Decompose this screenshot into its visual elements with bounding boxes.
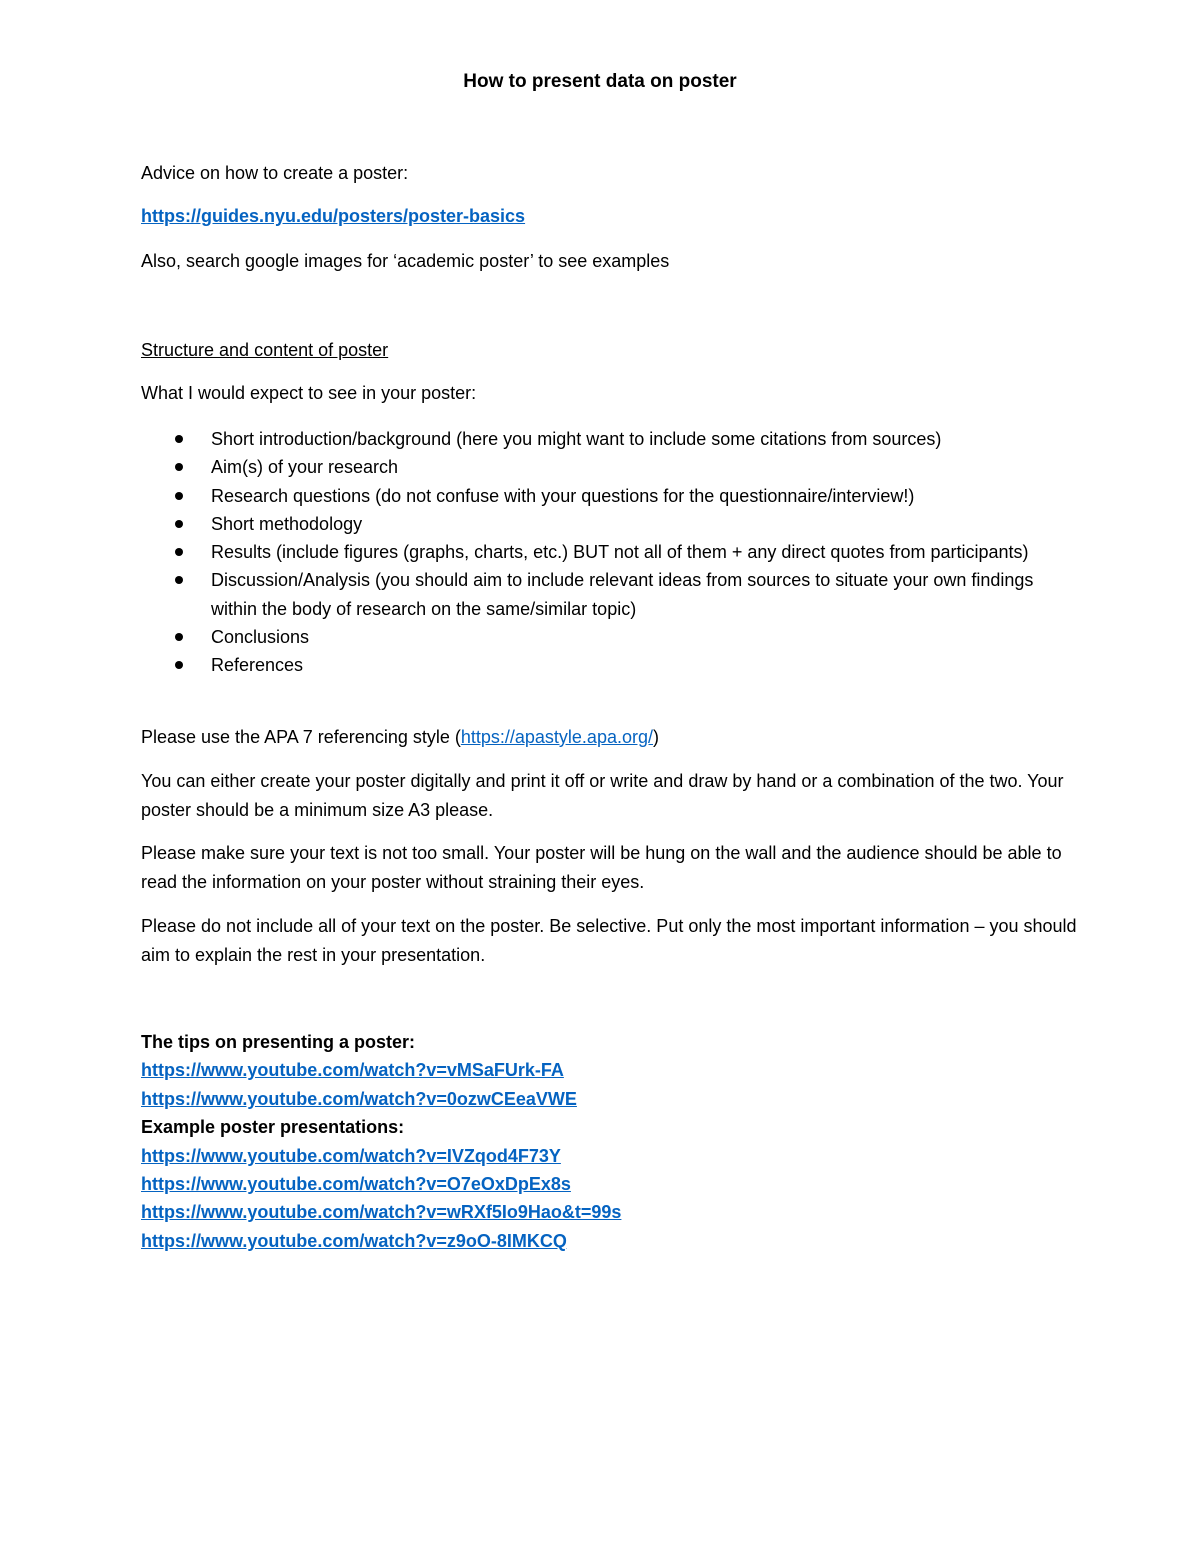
- list-item-text: References: [211, 655, 304, 676]
- list-item-text: Short introduction/background (here you might want to include some citations from sources): [211, 429, 942, 449]
- text-size-paragraph: Please make sure your text is not too small. Your poster will be hung on the wall and the audience should be able to read the information on your poster without straining their eyes.: [141, 843, 1062, 892]
- structure-heading: Structure and content of poster: [141, 340, 389, 360]
- tips-video-link[interactable]: https://www.youtube.com/watch?v=vMSaFUrk-FA: [141, 1060, 564, 1080]
- list-item-text: Conclusions: [211, 627, 310, 648]
- example-link-line: [141, 1172, 571, 1196]
- list-item: [141, 425, 1081, 453]
- tips-link-line: [141, 1058, 564, 1082]
- bullet-icon: [175, 576, 183, 584]
- poster-basics-link[interactable]: https://guides.nyu.edu/posters/poster-basics: [141, 206, 526, 226]
- apa-note-close: ): [652, 727, 659, 747]
- bullet-icon: [175, 520, 183, 528]
- list-item-text: Discussion/Analysis (you should aim to include relevant ideas from sources to situate your own findings within the body of research on the same/similar topic): [211, 570, 1034, 619]
- poster-content-list: [141, 425, 1081, 680]
- tips-video-link[interactable]: https://www.youtube.com/watch?v=0ozwCEeaVWE: [141, 1089, 577, 1109]
- tips-heading: The tips on presenting a poster:: [141, 1032, 416, 1052]
- search-note: Also, search google images for ‘academic poster’ to see examples: [141, 251, 670, 271]
- list-item: [141, 510, 1081, 538]
- list-item: [141, 651, 1081, 679]
- apa-style-link[interactable]: https://apastyle.apa.org/: [460, 727, 653, 747]
- example-link-line: [141, 1229, 567, 1253]
- list-item-text: Results (include figures (graphs, charts, etc.) BUT not all of them + any direct quotes from participants): [211, 542, 1029, 563]
- expect-label: What I would expect to see in your poster:: [141, 383, 477, 403]
- tips-link-line: [141, 1087, 577, 1111]
- list-item: [141, 482, 1081, 510]
- example-link-line: [141, 1144, 561, 1168]
- example-link-line: [141, 1200, 621, 1224]
- document-title: How to present data on poster: [463, 71, 737, 92]
- bullet-icon: [175, 661, 183, 669]
- list-item: [141, 538, 1081, 566]
- example-video-link[interactable]: https://www.youtube.com/watch?v=wRXf5Io9Hao&t=99s: [141, 1202, 622, 1222]
- list-item: [141, 623, 1081, 651]
- example-video-link[interactable]: https://www.youtube.com/watch?v=O7eOxDpEx8s: [141, 1174, 571, 1194]
- list-item: [141, 566, 1081, 623]
- apa-note: [141, 725, 659, 749]
- digital-paragraph: You can either create your poster digitally and print it off or write and draw by hand or a combination of the two. Your poster should be a minimum size A3 please.: [141, 771, 1064, 820]
- bullet-icon: [175, 548, 183, 556]
- selective-paragraph: Please do not include all of your text on the poster. Be selective. Put only the most important information – you should aim to explain the rest in your presentation.: [141, 916, 1077, 965]
- list-item-text: Aim(s) of your research: [211, 457, 399, 478]
- example-video-link[interactable]: https://www.youtube.com/watch?v=IVZqod4F73Y: [141, 1146, 561, 1166]
- bullet-icon: [175, 633, 183, 641]
- advice-label: Advice on how to create a poster:: [141, 163, 409, 183]
- list-item: [141, 453, 1081, 481]
- advice-link-line: [141, 204, 525, 228]
- examples-heading: Example poster presentations:: [141, 1117, 405, 1137]
- apa-note-text: Please use the APA 7 referencing style (: [141, 727, 461, 747]
- bullet-icon: [175, 492, 183, 500]
- list-item-text: Research questions (do not confuse with your questions for the questionnaire/interview!): [211, 485, 915, 506]
- bullet-icon: [175, 463, 183, 471]
- list-item-text: Short methodology: [211, 513, 363, 534]
- example-video-link[interactable]: https://www.youtube.com/watch?v=z9oO-8IMKCQ: [141, 1231, 567, 1251]
- bullet-icon: [175, 435, 183, 443]
